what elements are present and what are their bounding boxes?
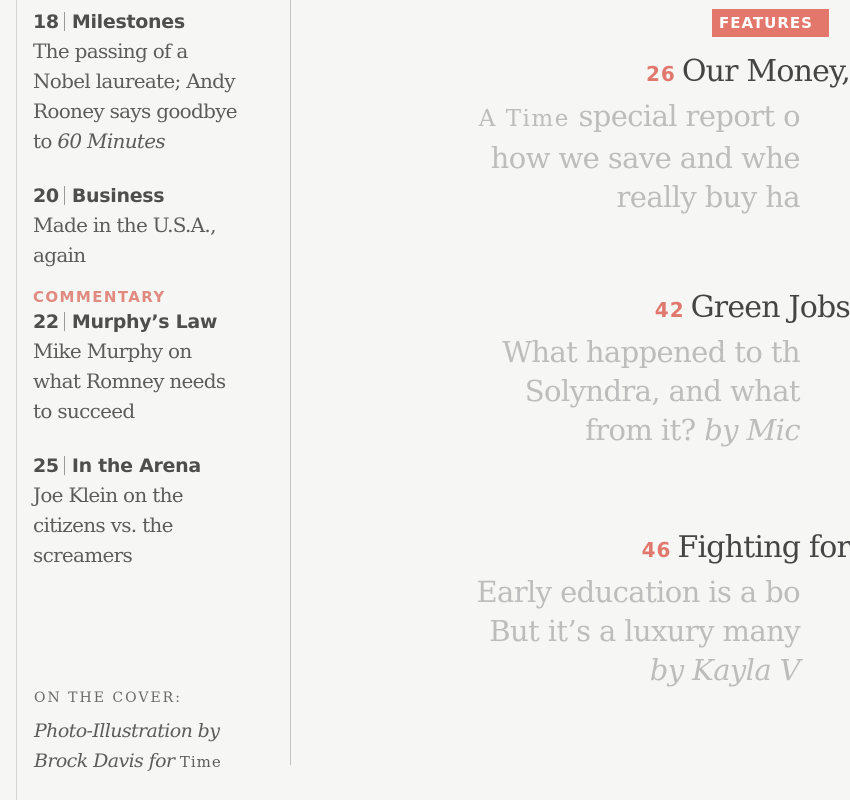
divider-bar bbox=[64, 456, 65, 475]
feature-title: Green Jobs bbox=[690, 290, 850, 325]
section-title: Murphy’s Law bbox=[71, 311, 218, 333]
description-line: The passing of a bbox=[33, 39, 188, 63]
entry-heading bbox=[33, 452, 283, 480]
toc-entry-milestones[interactable] bbox=[33, 8, 283, 156]
description-line: Early education is a bo bbox=[476, 575, 800, 609]
description-line: to succeed bbox=[33, 399, 135, 423]
cover-credit bbox=[34, 686, 284, 777]
entry-description bbox=[33, 210, 283, 270]
features-tag: FEATURES bbox=[712, 9, 829, 37]
divider-bar bbox=[64, 186, 65, 205]
description-line: what Romney needs bbox=[33, 369, 226, 393]
show-title: 60 Minutes bbox=[57, 129, 165, 153]
description-line: again bbox=[33, 243, 86, 267]
byline: by Kayla V bbox=[649, 653, 800, 687]
left-margin-rule bbox=[16, 0, 17, 800]
entry-description bbox=[33, 480, 283, 570]
departments-sidebar bbox=[33, 8, 283, 596]
feature-fighting-for[interactable] bbox=[476, 528, 850, 690]
description-line: how we save and whe bbox=[490, 141, 800, 175]
toc-entry-in-the-arena[interactable] bbox=[33, 452, 283, 570]
description-line: from it? by Mic bbox=[585, 413, 800, 447]
entry-description bbox=[33, 336, 283, 426]
page-number: 25 bbox=[33, 455, 59, 477]
feature-heading bbox=[476, 528, 850, 573]
toc-entry-murphys-law[interactable] bbox=[33, 308, 283, 426]
description-line: citizens vs. the bbox=[33, 513, 173, 537]
feature-heading bbox=[479, 52, 850, 97]
column-divider bbox=[290, 0, 291, 765]
description-line: But it’s a luxury many bbox=[489, 614, 800, 648]
entry-heading bbox=[33, 308, 283, 336]
feature-our-money[interactable] bbox=[478, 52, 850, 217]
page-number: 22 bbox=[33, 311, 59, 333]
entry-description bbox=[33, 36, 283, 156]
feature-description bbox=[476, 573, 800, 690]
description-line: Nobel laureate; Andy bbox=[33, 69, 235, 93]
feature-green-jobs[interactable] bbox=[502, 288, 850, 450]
feature-heading bbox=[502, 288, 850, 333]
page-number: 26 bbox=[646, 62, 676, 86]
page-number: 42 bbox=[654, 298, 685, 322]
description-line: Mike Murphy on bbox=[33, 339, 192, 363]
cover-credit-line: Photo-Illustration by bbox=[34, 720, 220, 742]
page-number: 20 bbox=[33, 185, 59, 207]
divider-bar bbox=[64, 12, 65, 31]
description-line: screamers bbox=[33, 543, 133, 567]
description-line: Solyndra, and what bbox=[524, 374, 800, 408]
toc-entry-business[interactable] bbox=[33, 182, 283, 270]
commentary-label: COMMENTARY bbox=[33, 288, 166, 306]
cover-credit-line: Brock Davis for Time bbox=[34, 750, 222, 772]
description-line: Rooney says goodbye bbox=[33, 99, 237, 123]
description-line: Made in the U.S.A., bbox=[33, 213, 216, 237]
entry-heading bbox=[33, 182, 283, 210]
description-line: Joe Klein on the bbox=[33, 483, 183, 507]
section-title: Business bbox=[71, 185, 165, 207]
description-line: What happened to th bbox=[502, 335, 800, 369]
page-number: 46 bbox=[641, 538, 672, 562]
section-title: Milestones bbox=[71, 11, 185, 33]
description-line bbox=[476, 651, 800, 690]
entry-heading bbox=[33, 8, 283, 36]
description-line: to 60 Minutes bbox=[33, 129, 165, 153]
section-title: In the Arena bbox=[71, 455, 201, 477]
description-line: really buy ha bbox=[616, 180, 800, 214]
feature-description bbox=[502, 333, 800, 450]
feature-title: Our Money, bbox=[681, 54, 850, 89]
cover-label: ON THE COVER: bbox=[34, 690, 182, 706]
feature-title: Fighting for bbox=[677, 530, 850, 565]
page-number: 18 bbox=[33, 11, 59, 33]
time-wordmark: Time bbox=[179, 753, 222, 771]
feature-description bbox=[479, 97, 800, 217]
byline: by Mic bbox=[704, 413, 800, 447]
divider-bar bbox=[64, 312, 65, 331]
description-line: A Time special report o bbox=[478, 99, 800, 133]
